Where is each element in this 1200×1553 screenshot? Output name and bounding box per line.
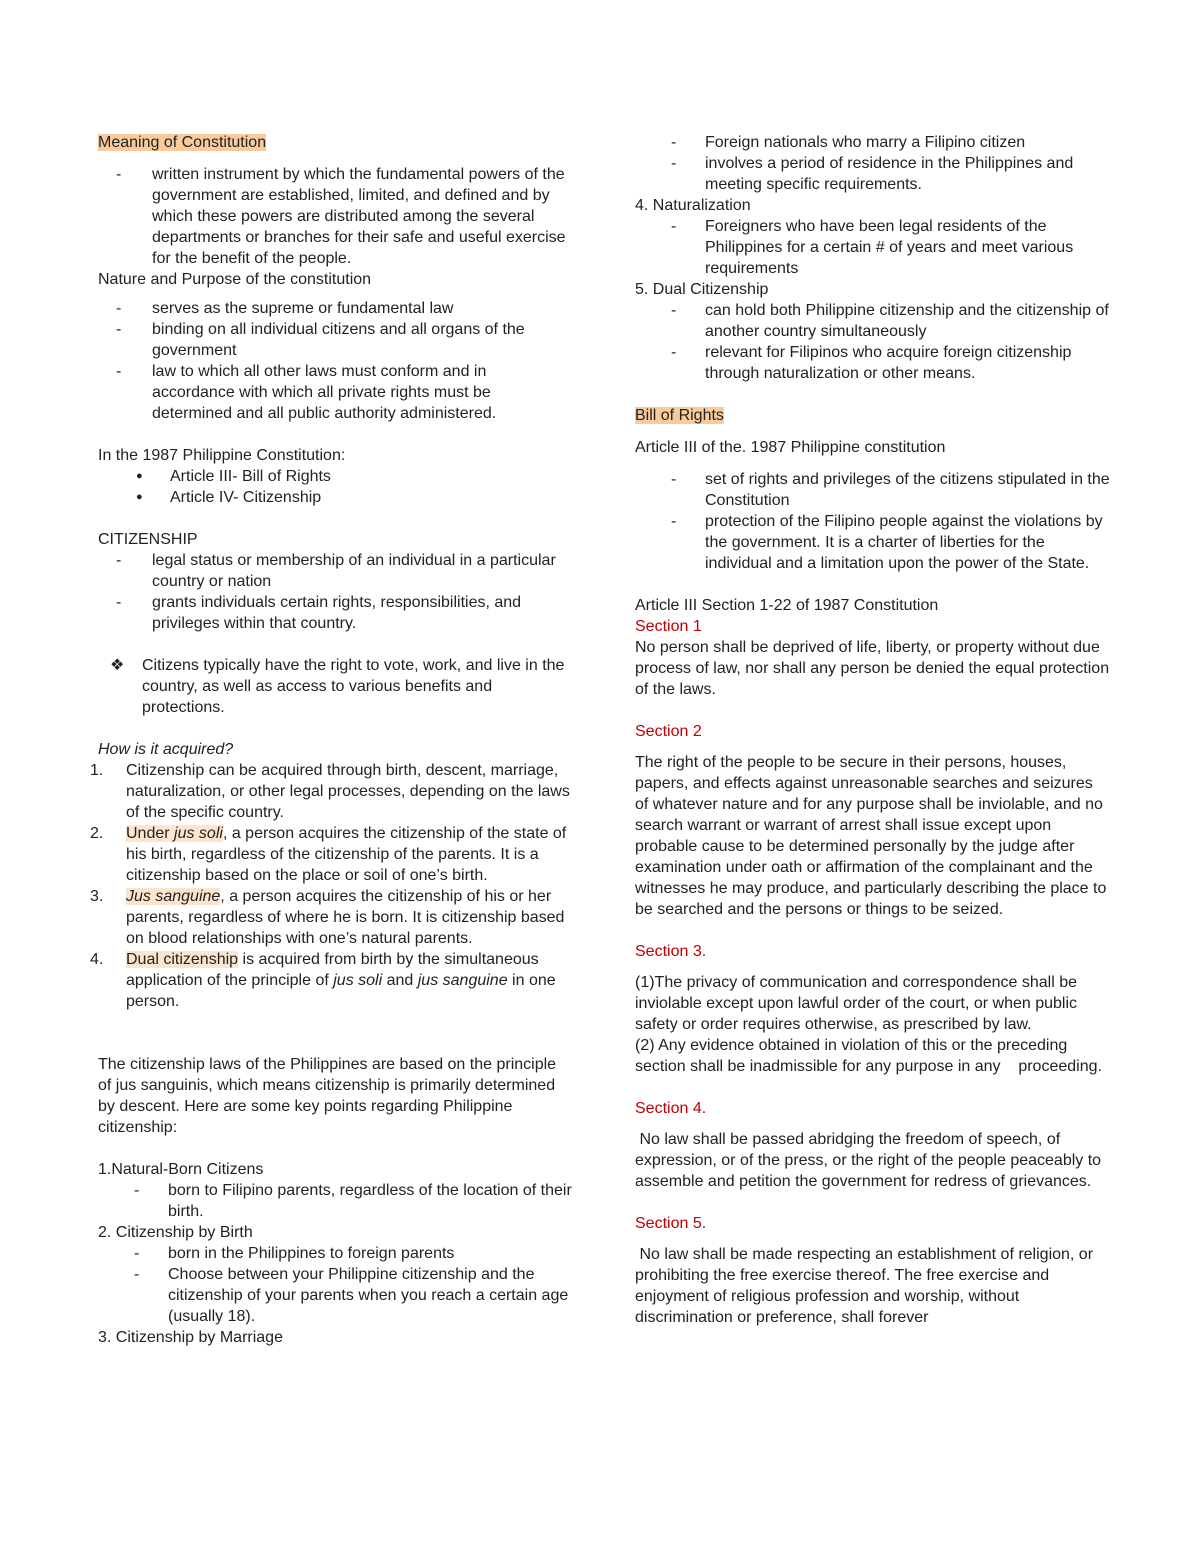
sections-heading: Article III Section 1-22 of 1987 Constitution	[635, 597, 939, 614]
section-text: No law shall be made respecting an establishment of religion, or prohibiting the free exercise thereof. The free exercise and enjoyment of religious profession and worship, without discrimination or preference, shall forever	[635, 1246, 1098, 1326]
acquire-item: 4. Dual citizenship is acquired from birth by the simultaneous application of the principle of jus soli and jus sanguine in one person.	[90, 951, 556, 1010]
section-text: No law shall be passed abridging the freedom of speech, of expression, or of the press, or the right of the people peaceably to assemble and petition the government for redress of grievances.	[635, 1131, 1106, 1190]
citizenship-item: - grants individuals certain rights, responsibilities, and privileges within that country.	[98, 592, 573, 634]
meaning-heading: Meaning of Constitution	[98, 134, 267, 151]
citizenship-by-birth-item: - Choose between your Philippine citizenship and the citizenship of your parents when you reach a certain age (usually 18).	[98, 1264, 573, 1327]
natural-born-heading: 1.Natural-Born Citizens	[98, 1161, 264, 1178]
article-item: ● Article III- Bill of Rights	[98, 466, 573, 487]
citizenship-heading: CITIZENSHIP	[98, 531, 198, 548]
nature-item: - law to which all other laws must conform and in accordance with which all private rights must be determined and all public authority administered.	[98, 361, 573, 424]
section-text: (1)The privacy of communication and correspondence shall be inviolable except upon lawful order of the court, or when public safety or order requires otherwise, as prescribed by law.	[635, 974, 1078, 1033]
meaning-text: - written instrument by which the fundamental powers of the government are established, limited, and defined and by which these powers are distributed among the several departments or branches for their safe and useful exercise for the benefit of the people.	[98, 164, 573, 269]
section-title: Section 3.	[635, 943, 707, 960]
section-title: Section 5.	[635, 1215, 707, 1232]
dual-citizenship-heading: 5. Dual Citizenship	[635, 281, 769, 298]
section-text: (2) Any evidence obtained in violation of this or the preceding section shall be inadmissible for any purpose in any proceeding.	[635, 1037, 1102, 1075]
dual-citizenship-item: - relevant for Filipinos who acquire foreign citizenship through naturalization or other means.	[635, 342, 1110, 384]
section-text: No person shall be deprived of life, liberty, or property without due process of law, nor shall any person be denied the equal protection of the laws.	[635, 639, 1110, 698]
citizens-note: ❖ Citizens typically have the right to vote, work, and live in the country, as well as access to various benefits and protections.	[98, 655, 573, 718]
nature-item: - serves as the supreme or fundamental law	[98, 298, 573, 319]
left-column	[90, 132, 573, 1348]
citizenship-by-birth-item: - born in the Philippines to foreign parents	[98, 1243, 573, 1264]
section-text: The right of the people to be secure in their persons, houses, papers, and effects against unreasonable searches and seizures of whatever nature and for any purpose shall be inviolable, and no search warrant or warrant of arrest shall issue except upon probable cause to be determined personally by the judge after examination under oath or affirmation of the complainant and the witnesses he may produce, and particularly describing the place to be searched and the persons or things to be seized.	[635, 754, 1107, 918]
naturalization-heading: 4. Naturalization	[635, 197, 751, 214]
natural-born-item: - born to Filipino parents, regardless of the location of their birth.	[98, 1180, 573, 1222]
citizenship-by-birth-heading: 2. Citizenship by Birth	[98, 1224, 253, 1241]
marriage-item: - Foreign nationals who marry a Filipino citizen	[635, 132, 1110, 153]
article-item: ● Article IV- Citizenship	[98, 487, 573, 508]
bill-of-rights-item: - protection of the Filipino people against the violations by the government. It is a charter of liberties for the individual and a limitation upon the power of the State.	[635, 511, 1110, 574]
naturalization-item: - Foreigners who have been legal residents of the Philippines for a certain # of years and meet various requirements	[635, 216, 1110, 279]
right-column	[635, 132, 1110, 1328]
acquire-item: 2. Under jus soli, a person acquires the citizenship of the state of his birth, regardless of the citizenship of the parents. It is a citizenship based on the place or soil of one’s birth.	[90, 825, 567, 884]
bill-of-rights-heading: Bill of Rights	[635, 407, 724, 424]
section-title: Section 4.	[635, 1100, 707, 1117]
bill-of-rights-item: - set of rights and privileges of the citizens stipulated in the Constitution	[635, 469, 1110, 511]
how-acquired-heading: How is it acquired?	[98, 741, 234, 758]
dual-citizenship-item: - can hold both Philippine citizenship and the citizenship of another country simultaneously	[635, 300, 1110, 342]
citizenship-by-marriage-heading: 3. Citizenship by Marriage	[98, 1329, 283, 1346]
citizenship-item: - legal status or membership of an individual in a particular country or nation	[98, 550, 573, 592]
acquire-item: 3. Jus sanguine, a person acquires the citizenship of his or her parents, regardless of where he is born. It is citizenship based on blood relationships with one’s natural parents.	[90, 888, 565, 947]
section-title: Section 1	[635, 618, 702, 635]
laws-text: The citizenship laws of the Philippines are based on the principle of jus sanguinis, which means citizenship is primarily determined by descent. Here are some key points regarding Philippine citizenship:	[98, 1056, 557, 1136]
bill-of-rights-article: Article III of the. 1987 Philippine constitution	[635, 439, 946, 456]
in-1987-heading: In the 1987 Philippine Constitution:	[98, 447, 346, 464]
section-title: Section 2	[635, 723, 702, 740]
nature-item: - binding on all individual citizens and all organs of the government	[98, 319, 573, 361]
nature-heading: Nature and Purpose of the constitution	[98, 271, 372, 288]
marriage-item: - involves a period of residence in the Philippines and meeting specific requirements.	[635, 153, 1110, 195]
acquire-item: 1. Citizenship can be acquired through birth, descent, marriage, naturalization, or other legal processes, depending on the laws of the specific country.	[90, 762, 570, 821]
